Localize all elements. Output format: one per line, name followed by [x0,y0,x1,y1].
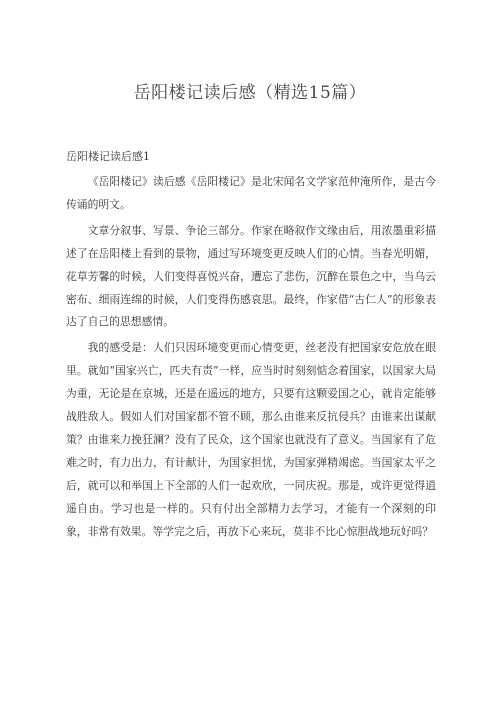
paragraph-reflection: 我的感受是：人们只因环境变更而心情变更，丝老没有把国家安危放在眼里。就如“国家兴亡，匹夫有责”一样，应当时时刻刻惦念着国家，以国家大局为重，无论是在京城，还是在遥远的地方，只要有这颗爱国之心，就肯定能够战胜敌人。假如人们对国家都不管不顾，那么由谁来反抗侵兵？由谁来出谋献策？由谁来力挽狂澜？没有了民众，这个国家也就没有了意义。当国家有了危难之时，有力出力，有计献计，为国家担忧，为国家弹精竭虑。当国家太平之后，就可以和举国上下全部的人们一起欢欣，一同庆祝。那是，或许更觉得逍遥自由。学习也是一样的。只有付出全部精力去学习，才能有一个深刻的印象，非常有效果。等学完之后，再放下心来玩，莫非不比心惊胆战地玩好吗？ [66,341,436,538]
document-body [66,171,436,544]
document-title: 岳阳楼记读后感（精选15篇） [133,83,367,103]
paragraph-intro: 《岳阳楼记》读后感《岳阳楼记》是北宋闻名文学家范仲淹所作，是古今传诵的明文。 [66,175,436,211]
section-title: 岳阳楼记读后感1 [66,150,150,163]
paragraph-structure: 文章分叙事、写景、争论三部分。作家在略叙作文缘由后，用浓墨重彩描述了在岳阳楼上看到的景物，通过写环境变更反映人们的心情。当春光明媚，花草芳馨的时候，人们变得喜悦兴奋，遭忘了悲伤，沉醉在景色之中，当乌云密布、细雨连绵的时候，人们变得伤感哀思。最终，作家借“古仁人”的形象表达了自己的思想感情。 [66,223,436,329]
